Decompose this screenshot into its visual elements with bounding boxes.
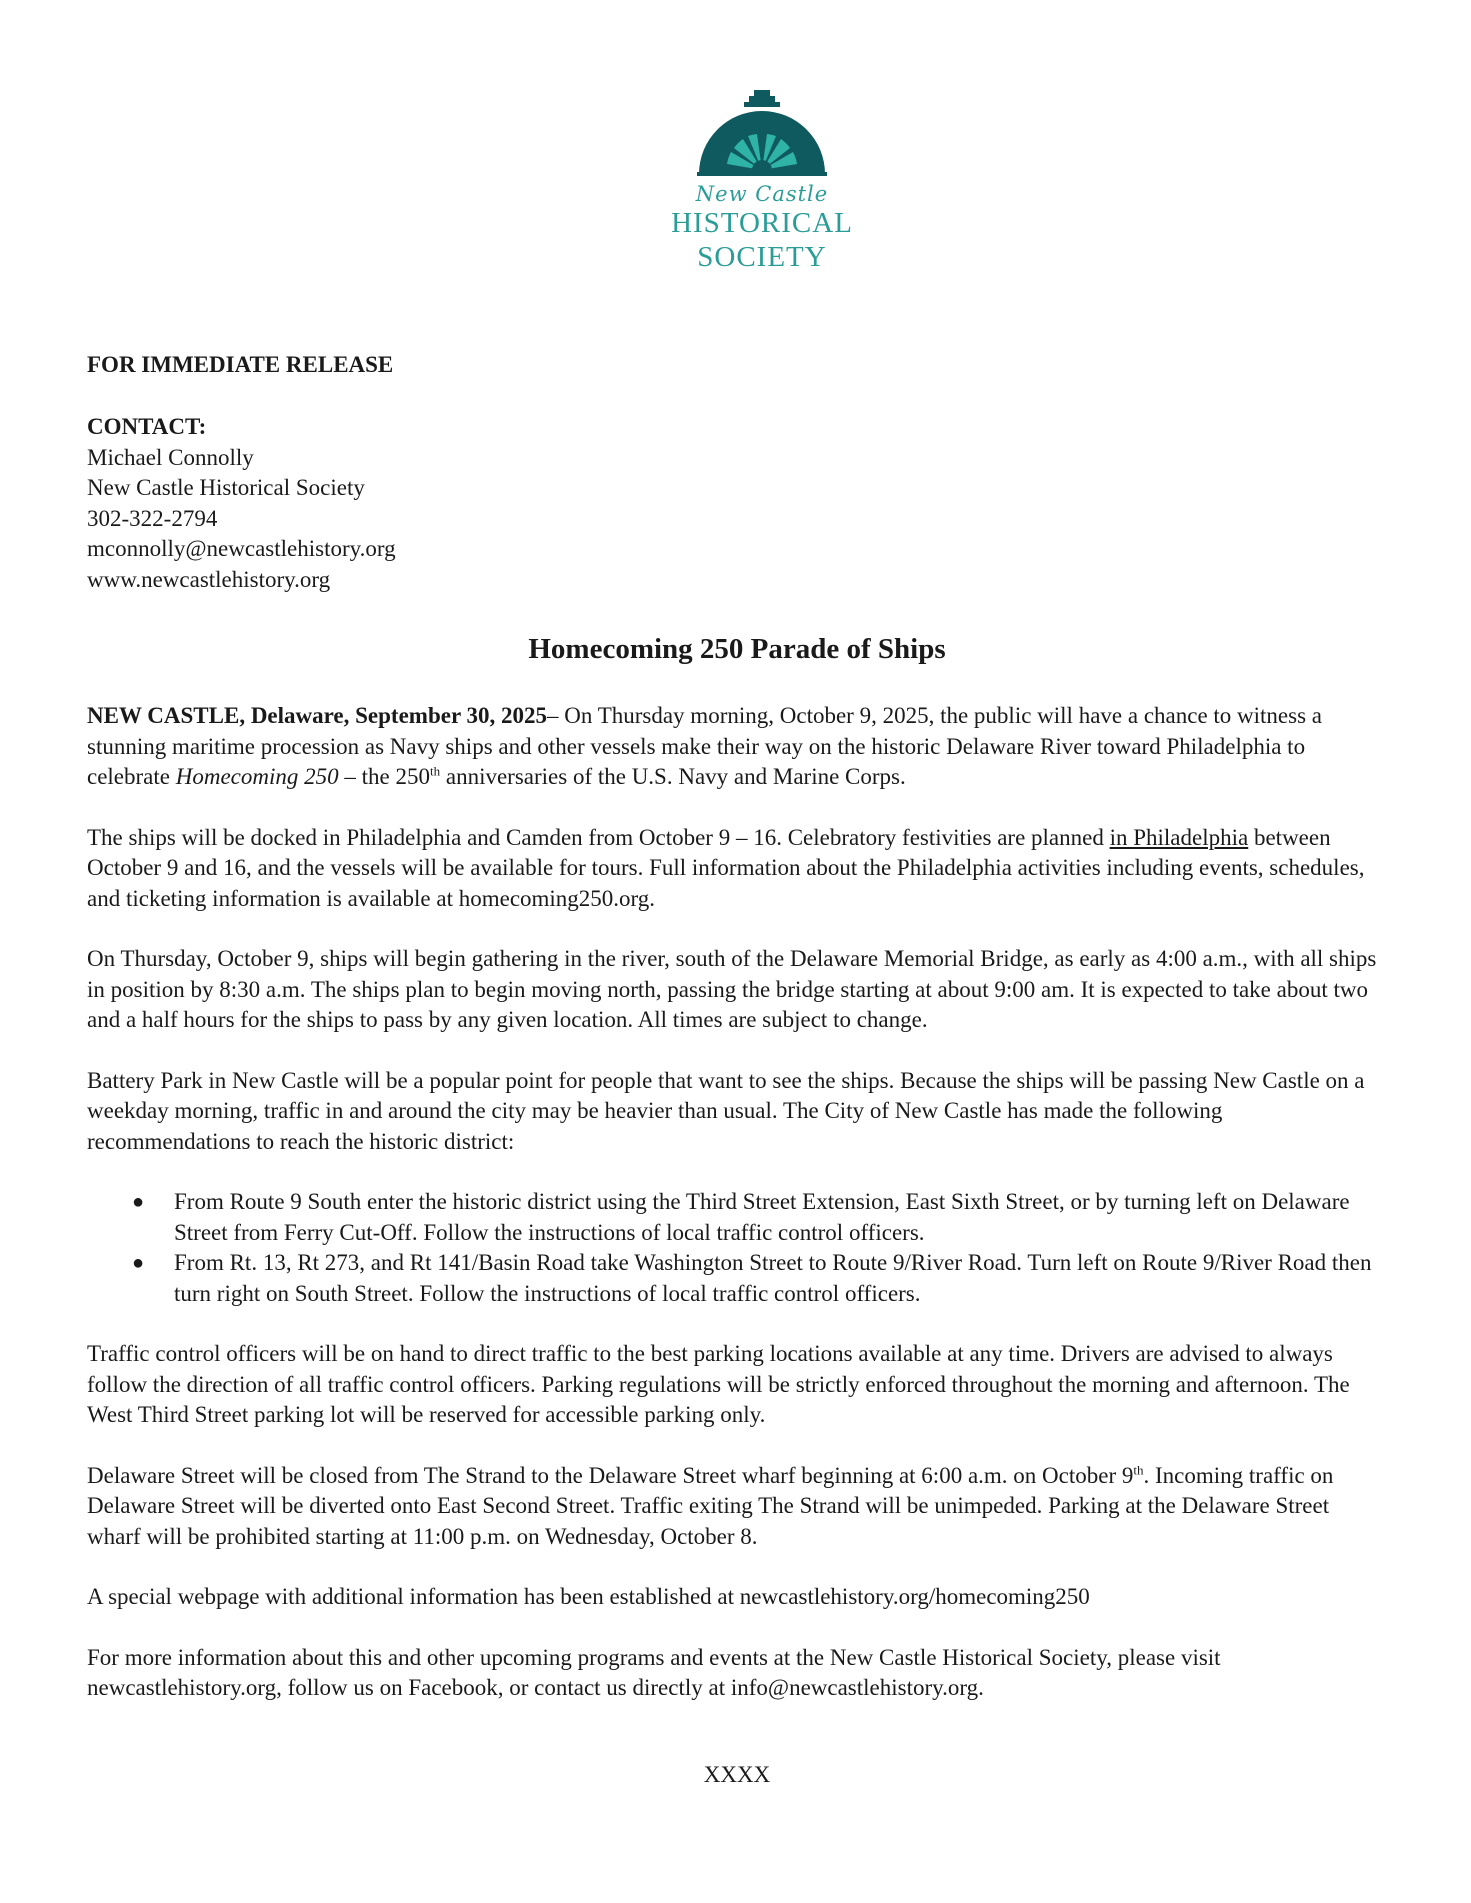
page-title: Homecoming 250 Parade of Ships bbox=[528, 633, 946, 665]
paragraph-docking bbox=[87, 823, 1387, 915]
paragraph-schedule: On Thursday, October 9, ships will begin gathering in the river, south of the Delaware Memorial Bridge, as early as 4:00 a.m., with all ships in position by 8:30 a.m. The ships plan to begin moving north, passing the bridge starting at about 9:00 am. It is expected to take about two and a half hours for the ships to pass by any given location. All times are subject to change. bbox=[87, 946, 1377, 1032]
release-label: FOR IMMEDIATE RELEASE bbox=[87, 352, 394, 377]
intro-text-a: – On Thursday morning, October 9, 2025, the public will have a chance to witness a stunning maritime procession as Navy ships and other vessels make their way on the historic Delaware River toward Philadelphia to celebrate bbox=[87, 703, 1323, 789]
directions-list bbox=[87, 1187, 1387, 1309]
logo-script-text: New Castle bbox=[695, 182, 829, 206]
press-release-page bbox=[87, 0, 1387, 1903]
closure-ordinal-suffix: th bbox=[1133, 1461, 1144, 1477]
philadelphia-link[interactable]: in Philadelphia bbox=[1109, 824, 1249, 850]
paragraph-traffic: Traffic control officers will be on hand to direct traffic to the best parking locations available at any time. Drivers are advised to always follow the direction of all traffic control officers. Parking regulations will be strictly enforced throughout the morning and afternoon. The West Third Street parking lot will be reserved for accessible parking only. bbox=[87, 1341, 1350, 1427]
paragraph-battery-park: Battery Park in New Castle will be a popular point for people that want to see the ships. Because the ships will be passing New Castle on a weekday morning, traffic in and around the city may be heavier than usual. The City of New Castle has made the following recommendations to reach the historic district: bbox=[87, 1067, 1365, 1154]
docking-text-a: The ships will be docked in Philadelphia and Camden from October 9 – 16. Celebratory festivities are planned bbox=[87, 824, 1110, 850]
contact-phone: 302-322-2794 bbox=[87, 505, 218, 531]
release-header bbox=[87, 350, 1387, 381]
list-item bbox=[87, 1248, 1387, 1309]
contact-label: CONTACT: bbox=[87, 414, 207, 439]
paragraph-webpage: A special webpage with additional information has been established at newcastlehistory.org/homecoming250 bbox=[87, 1584, 1090, 1609]
logo-name-line1: HISTORICAL bbox=[671, 207, 853, 239]
paragraph-more-info: For more information about this and other upcoming programs and events at the New Castle Historical Society, please visit newcastlehistory.org, follow us on Facebook, or contact us directly at info@newcastlehistory.org. bbox=[87, 1644, 1221, 1700]
article-body bbox=[87, 701, 1387, 1704]
contact-organization: New Castle Historical Society bbox=[87, 475, 365, 500]
end-mark: XXXX bbox=[703, 1762, 771, 1787]
contact-website[interactable]: www.newcastlehistory.org bbox=[87, 566, 331, 592]
bullet-icon: ● bbox=[132, 1252, 145, 1274]
society-logo bbox=[662, 90, 862, 290]
paragraph-closure bbox=[87, 1461, 1387, 1553]
intro-event-name: Homecoming 250 bbox=[175, 764, 339, 789]
contact-email[interactable]: mconnolly@newcastlehistory.org bbox=[87, 536, 396, 561]
closure-text-b: . Incoming traffic on Delaware Street will be diverted onto East Second Street. Traffic exiting The Strand will be unimpeded. Parking at the Delaware Street wharf will be prohibited starting at 11:00 p.m. on Wednesday, October 8. bbox=[87, 1462, 1334, 1549]
paragraph-intro bbox=[87, 701, 1387, 793]
contact-block bbox=[87, 412, 1387, 595]
dateline: NEW CASTLE, Delaware, September 30, 2025 bbox=[87, 703, 547, 728]
docking-text-b: between October 9 and 16, and the vessels will be available for tours. Full information about the Philadelphia activities including events, schedules, and ticketing information is available at homecoming250.org. bbox=[87, 824, 1365, 911]
contact-name: Michael Connolly bbox=[87, 444, 254, 470]
bullet-icon: ● bbox=[132, 1191, 145, 1213]
intro-ordinal-suffix: th bbox=[429, 763, 441, 779]
intro-text-b: – the 250 bbox=[338, 764, 430, 789]
direction-text: From Route 9 South enter the historic district using the Third Street Extension, East Sixth Street, or by turning left on Delaware Street from Ferry Cut-Off. Follow the instructions of local traffic control officers. bbox=[174, 1189, 1350, 1245]
logo-name-line2: SOCIETY bbox=[697, 241, 827, 273]
sunburst-arch-icon bbox=[697, 90, 827, 176]
direction-text: From Rt. 13, Rt 273, and Rt 141/Basin Road take Washington Street to Route 9/River Road. Turn left on Route 9/River Road then turn right on South Street. Follow the instructions of local traffic control officers. bbox=[174, 1250, 1372, 1306]
intro-text-c: anniversaries of the U.S. Navy and Marine Corps. bbox=[440, 764, 906, 789]
list-item bbox=[87, 1187, 1387, 1248]
closure-text-a: Delaware Street will be closed from The Strand to the Delaware Street wharf beginning at 6:00 a.m. on October 9 bbox=[87, 1462, 1134, 1488]
